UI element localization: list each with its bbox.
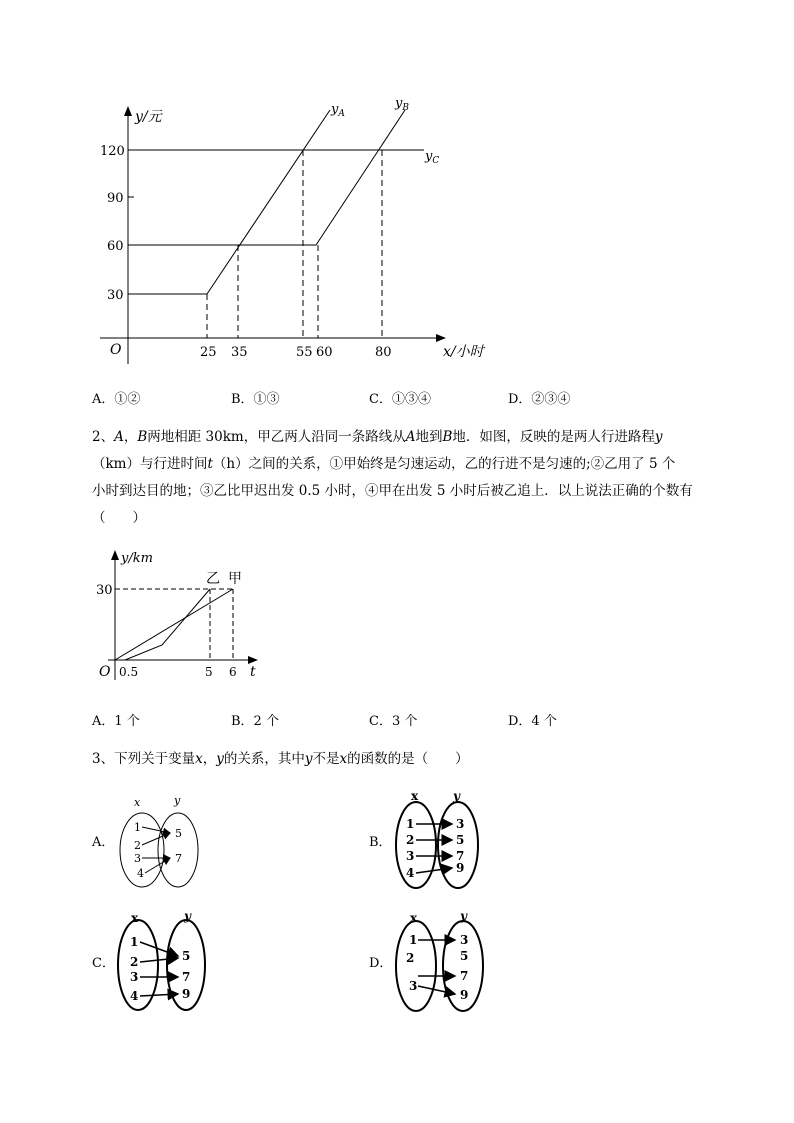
diagram-c-y-label: y: [184, 909, 191, 923]
x-tick-label: 25: [200, 345, 217, 360]
mapping-diagrams: [0, 780, 794, 1040]
x-tick-label: 5: [205, 665, 213, 679]
x-tick-label: 35: [231, 345, 248, 360]
option-c-label[interactable]: C．: [92, 956, 115, 971]
diagram-c-y-value: 7: [182, 970, 191, 984]
diagram-b-y-label: y: [453, 789, 460, 803]
diagram-d-y-value: 5: [460, 949, 469, 963]
diagram-c-x-value: 3: [130, 970, 139, 984]
diagram-d-y-value: 9: [460, 988, 469, 1002]
diagram-b-y-value: 7: [456, 849, 465, 863]
diagram-a-y-label: y: [174, 794, 181, 807]
y-axis-label: y/km: [121, 551, 153, 566]
label-yb: $y_B$: [395, 96, 409, 113]
diagram-b-x-value: 1: [406, 817, 415, 831]
diagram-a-x-value: 2: [134, 839, 141, 852]
q1-option-c[interactable]: C．①③④: [369, 392, 431, 407]
option-a-label[interactable]: A．: [92, 835, 115, 850]
diagram-d-y-value: 7: [460, 969, 469, 983]
y-tick-label: 120: [100, 144, 125, 159]
x-tick-label: 0.5: [119, 665, 139, 679]
origin-label: O: [110, 342, 122, 358]
diagram-a-x-label: x: [134, 796, 141, 809]
x-tick-label: 80: [375, 345, 392, 360]
diagram-a-y-value: 5: [175, 827, 182, 840]
diagram-b-y-value: 9: [456, 861, 465, 875]
y-tick-label: 30: [107, 288, 124, 303]
diagram-c-x-value: 4: [130, 989, 139, 1003]
diagram-b-x-value: 3: [406, 849, 415, 863]
x-axis-arrow: [248, 656, 258, 664]
diagram-b-y-value: 5: [456, 833, 465, 847]
diagram-a-y-value: 7: [175, 852, 182, 865]
y-axis-arrow: [111, 550, 119, 560]
diagram-d-x-value: 3: [409, 979, 418, 993]
diagram-a-x-value: 4: [137, 867, 144, 880]
series-label-yi: 乙: [206, 571, 220, 587]
q2-line-3: 小时到达目的地；③乙比甲迟出发 0.5 小时，④甲在出发 5 小时后被乙追上．以上说法正确的个数有: [92, 483, 693, 499]
y-axis-arrow: [124, 106, 132, 116]
y-axis-label: y/元: [135, 109, 162, 125]
diagram-b-x-label: x: [411, 789, 419, 803]
diagram-c-x-value: 2: [130, 955, 139, 969]
question-2-text: [92, 424, 752, 532]
q1-option-a[interactable]: A．①②: [92, 392, 141, 407]
label-ya: $y_A$: [331, 102, 345, 119]
diagram-b-y-value: 3: [456, 817, 465, 831]
q2-line-4: （ ）: [92, 510, 146, 526]
diagram-b-x-value: 2: [406, 833, 415, 847]
q2-option-b[interactable]: B．2 个: [231, 714, 279, 729]
diagram-d-x-value: 2: [406, 951, 415, 965]
line-yb: [128, 110, 405, 245]
distance-time-chart: [0, 540, 300, 690]
x-axis-arrow: [436, 334, 446, 342]
diagram-b[interactable]: [396, 789, 478, 888]
cost-line-chart: [0, 0, 794, 380]
diagram-d-y-label: y: [460, 909, 467, 923]
line-yi: [125, 589, 210, 660]
q1-option-d[interactable]: D．②③④: [508, 392, 571, 407]
option-d-label[interactable]: D．: [369, 956, 393, 971]
origin-label: O: [99, 664, 111, 680]
line-ya: [128, 110, 330, 294]
diagram-d-x-value: 1: [409, 933, 418, 947]
x-tick-label: 55: [296, 345, 313, 360]
diagram-d-x-label: x: [410, 911, 418, 925]
y-tick-label: 60: [107, 239, 124, 254]
q2-option-d[interactable]: D．4 个: [508, 714, 557, 729]
q1-option-b[interactable]: B．①③: [231, 392, 280, 407]
diagram-b-x-value: 4: [406, 866, 415, 880]
diagram-a-x-value: 3: [134, 852, 141, 865]
diagram-d-y-value: 3: [460, 933, 469, 947]
y-tick-label: 90: [107, 191, 124, 206]
option-b-label[interactable]: B．: [369, 835, 392, 850]
q2-option-a[interactable]: A．1 个: [92, 714, 140, 729]
x-tick-label: 6: [229, 665, 237, 679]
series-label-jia: 甲: [228, 571, 242, 587]
q2-option-c[interactable]: C．3 个: [369, 714, 418, 729]
diagram-a-x-value: 1: [134, 821, 141, 834]
q2-line-1: 2、A，B两地相距 30km，甲乙两人沿同一条路线从A地到B地．如图，反映的是两人行进路程y: [92, 429, 663, 445]
diagram-d[interactable]: [396, 909, 483, 1011]
x-axis-label: t: [250, 664, 256, 680]
x-axis-label: x/小时: [443, 344, 484, 360]
diagram-c[interactable]: [118, 909, 205, 1010]
diagram-c-x-label: x: [131, 911, 139, 925]
line-jia: [115, 589, 233, 660]
diagram-a[interactable]: [120, 794, 198, 887]
question-3-text: 3、下列关于变量x，y的关系，其中y不是x的函数的是（ ）: [92, 751, 469, 767]
q2-line-2: （km）与行进时间t（h）之间的关系，①甲始终是匀速运动，乙的行进不是匀速的;②乙用了 5 个: [92, 456, 676, 472]
diagram-c-x-value: 1: [130, 935, 139, 949]
diagram-c-y-value: 9: [182, 987, 191, 1001]
diagram-c-y-value: 5: [182, 949, 191, 963]
y-tick-label: 30: [96, 583, 113, 598]
x-tick-label: 60: [316, 345, 333, 360]
label-yc: $y_C$: [425, 149, 440, 166]
